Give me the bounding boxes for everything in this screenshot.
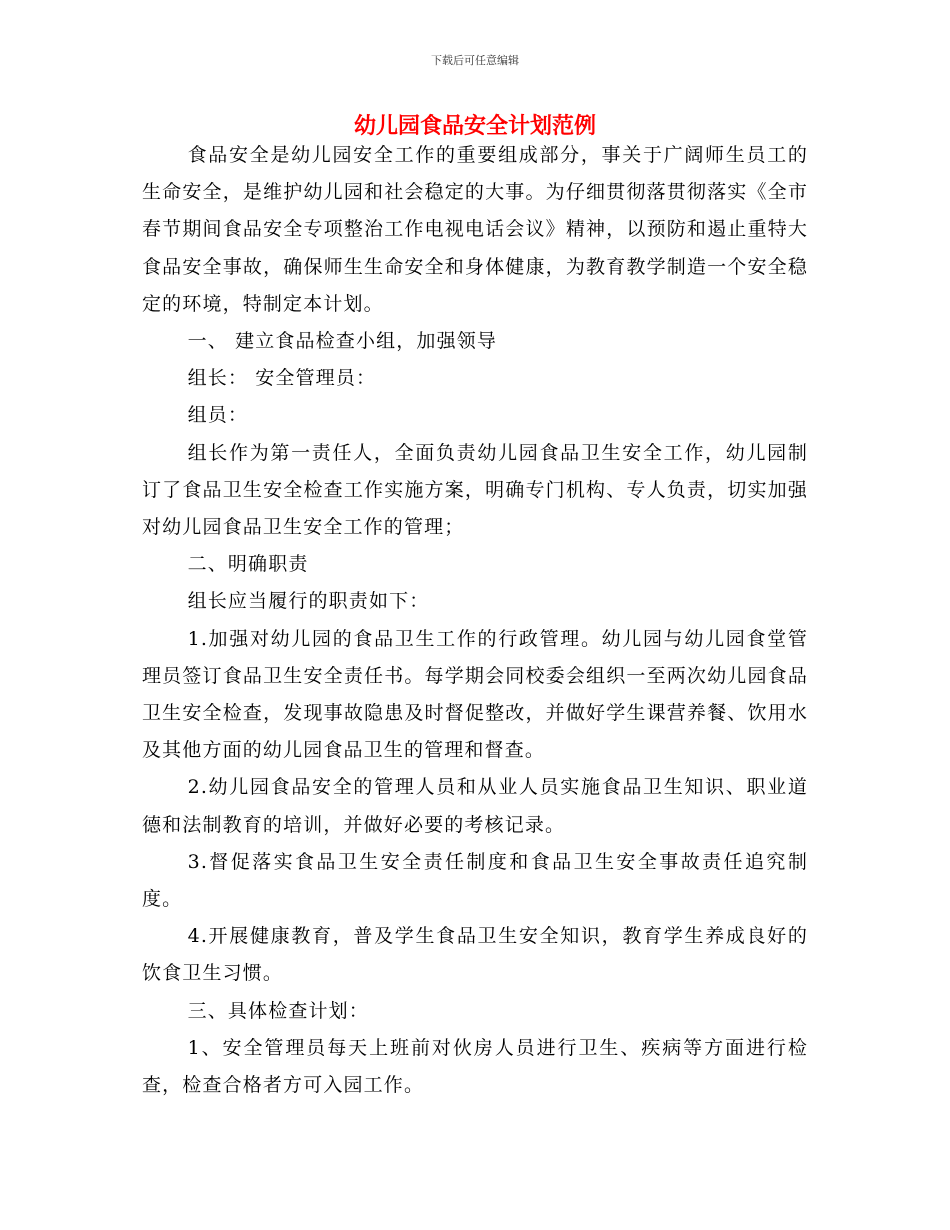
page-header-note: 下载后可任意编辑 (431, 54, 519, 67)
duties-intro-line: 组长应当履行的职责如下： (187, 590, 430, 613)
section-heading-3: 三、具体检查计划： (187, 999, 369, 1022)
duty-item-1: 1.加强对幼儿园的食品卫生工作的行政管理。幼儿园与幼儿园食堂管理员签订食品卫生安全责任书。每学期会同校委会组织一至两次幼儿园食品卫生安全检查，发现事故隐患及时督促整改，并做好学生课营养餐、饮用水及其他方面的幼儿园食品卫生的管理和督查。 (142, 627, 808, 762)
section-heading-2: 二、明确职责 (187, 553, 309, 576)
section-heading-1: 一、 建立食品检查小组，加强领导 (187, 330, 498, 353)
duty-item-2: 2.幼儿园食品安全的管理人员和从业人员实施食品卫生知识、职业道德和法制教育的培训，并做好必要的考核记录。 (142, 776, 808, 836)
duty-item-4: 4.开展健康教育，普及学生食品卫生安全知识，教育学生养成良好的饮食卫生习惯。 (142, 925, 808, 985)
group-members-line: 组员： (187, 404, 249, 427)
inspection-item-1: 1、安全管理员每天上班前对伙房人员进行卫生、疾病等方面进行检查，检查合格者方可入园工作。 (142, 1036, 808, 1097)
document-body (142, 137, 808, 1104)
duty-item-3: 3.督促落实食品卫生安全责任制度和食品卫生安全事故责任追究制度。 (142, 850, 808, 911)
leader-responsibility-paragraph: 组长作为第一责任人，全面负责幼儿园食品卫生安全工作，幼儿园制订了食品卫生安全检查工作实施方案，明确专门机构、专人负责，切实加强对幼儿园食品卫生安全工作的管理； (142, 441, 808, 539)
document-title: 幼儿园食品安全计划范例 (353, 114, 596, 139)
group-leader-line: 组长： 安全管理员： (187, 367, 377, 390)
intro-paragraph: 食品安全是幼儿园安全工作的重要组成部分，事关于广阔师生员工的生命安全，是维护幼儿园和社会稳定的大事。为仔细贯彻落贯彻落实《全市春节期间食品安全专项整治工作电视电话会议》精神，以预防和遏止重特大食品安全事故，确保师生生命安全和身体健康，为教育教学制造一个安全稳定的环境，特制定本计划。 (142, 144, 808, 315)
